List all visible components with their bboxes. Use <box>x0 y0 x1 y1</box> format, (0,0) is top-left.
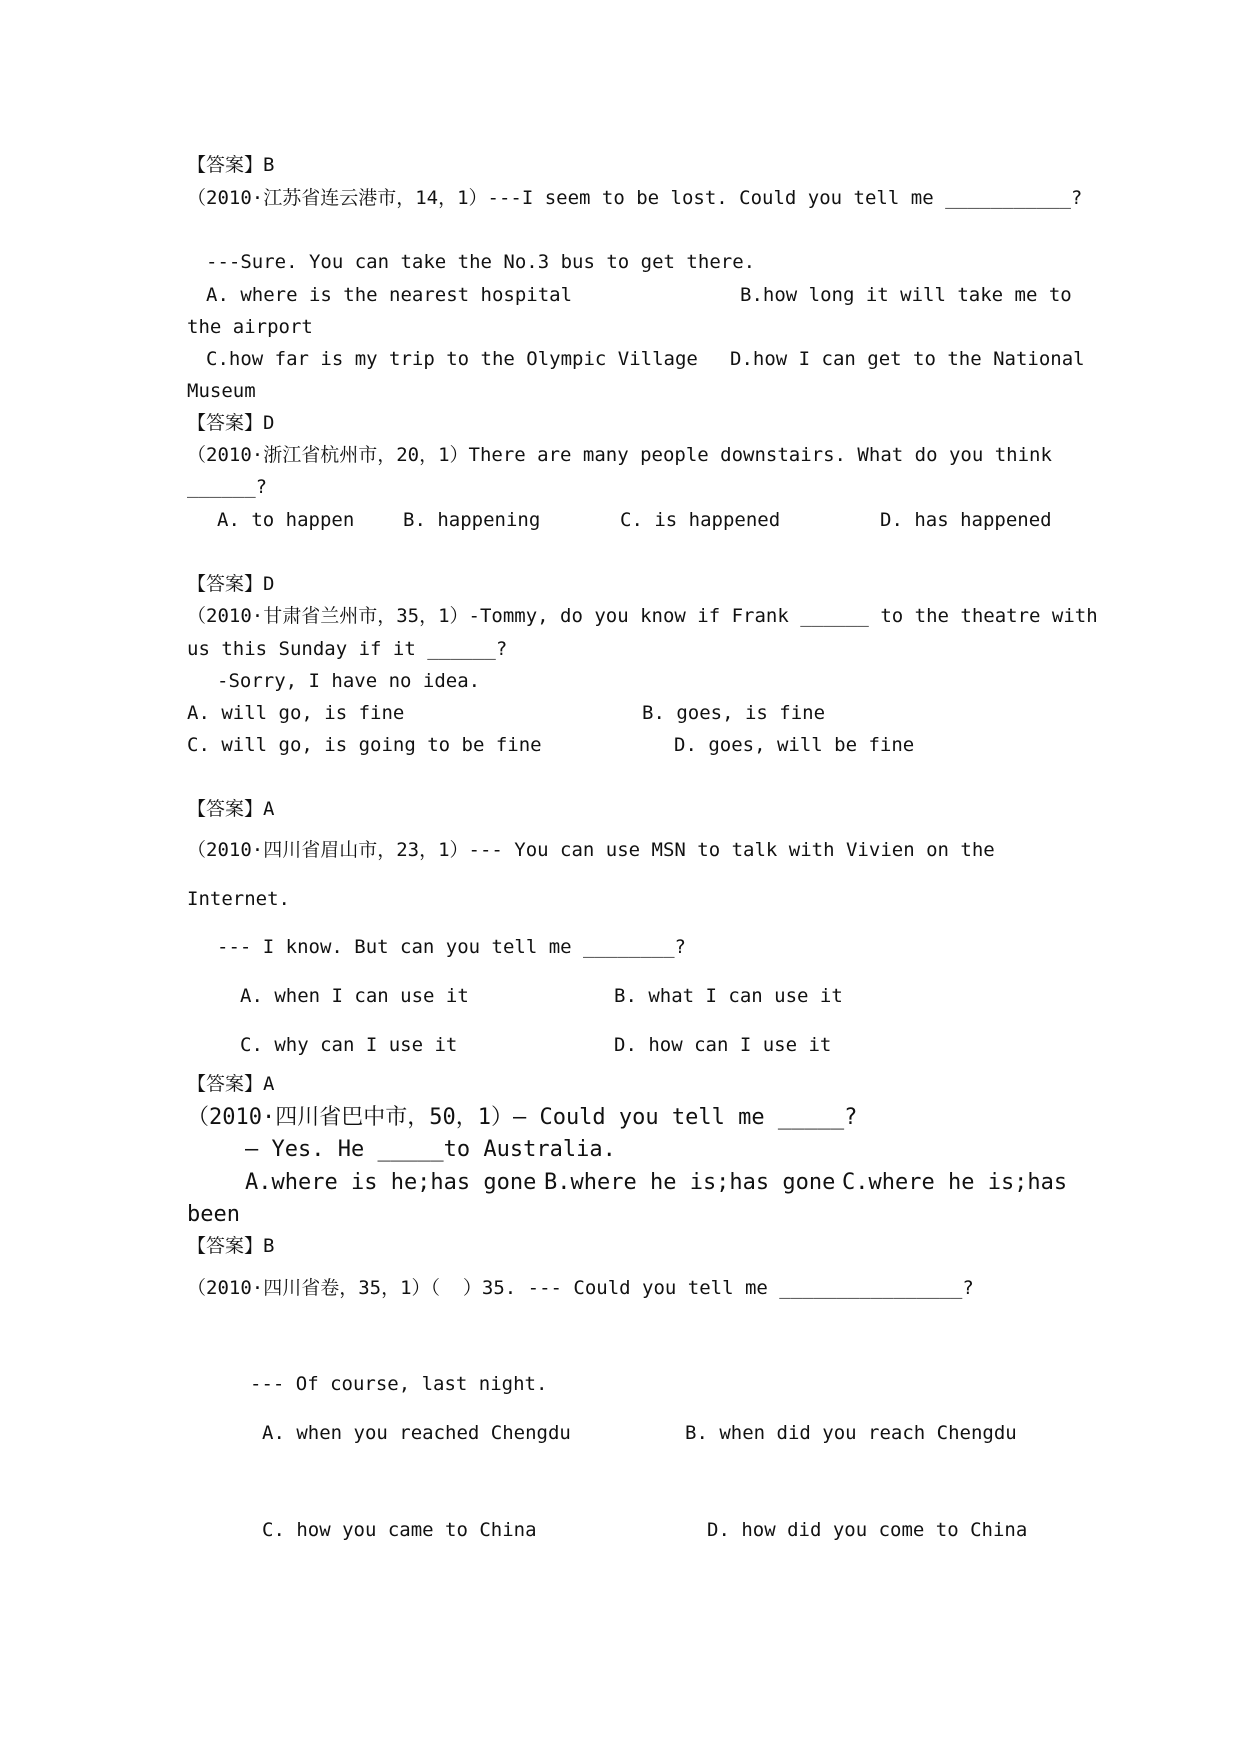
option-d: D.how I can get to the National <box>730 348 1085 370</box>
option-c-continued: been <box>187 1202 240 1227</box>
question-stem: （2010·四川省眉山市，23，1）--- You can use MSN to talk with Vivien on the <box>187 839 995 861</box>
answer-label: 【答案】D <box>187 412 275 434</box>
option-b-continued: the airport <box>187 316 313 338</box>
option-d: D. how can I use it <box>614 1034 832 1056</box>
dialogue-reply: — Yes. He _____to Australia. <box>245 1137 616 1162</box>
option-a: A.where is he;has gone <box>245 1170 537 1195</box>
question-stem: （2010·浙江省杭州市，20，1）There are many people downstairs. What do you think <box>187 444 1052 466</box>
question-stem-continued: ______? <box>187 476 268 498</box>
option-b: B.where he is;has gone <box>544 1170 836 1195</box>
answer-label: 【答案】B <box>187 154 275 176</box>
option-a: A. when I can use it <box>240 985 469 1007</box>
answer-label: 【答案】D <box>187 573 275 595</box>
dialogue-reply: --- I know. But can you tell me ________? <box>217 936 686 958</box>
question-stem: （2010·江苏省连云港市，14，1）---I seem to be lost. Could you tell me ___________? <box>187 187 1083 209</box>
option-a: A. where is the nearest hospital <box>206 284 573 306</box>
option-c: C.how far is my trip to the Olympic Village <box>206 348 698 370</box>
option-c: C.where he is;has <box>842 1170 1068 1195</box>
question-stem: （2010·甘肃省兰州市，35，1）-Tommy, do you know if Frank ______ to the theatre with <box>187 605 1098 627</box>
option-b: B. happening <box>403 509 541 531</box>
question-stem: （2010·四川省巴中市，50，1）— Could you tell me _____? <box>187 1105 858 1130</box>
answer-label: 【答案】B <box>187 1235 275 1257</box>
answer-label: 【答案】A <box>187 1073 275 1095</box>
option-d: D. how did you come to China <box>707 1519 1028 1541</box>
option-c: C. how you came to China <box>262 1519 537 1541</box>
option-c: C. is happened <box>620 509 781 531</box>
option-b: B.how long it will take me to <box>740 284 1072 306</box>
option-d: D. has happened <box>880 509 1052 531</box>
option-d: D. goes, will be fine <box>674 734 915 756</box>
question-stem: （2010·四川省卷，35，1）（ ）35. --- Could you tell me ________________? <box>187 1277 974 1299</box>
option-c: C. will go, is going to be fine <box>187 734 542 756</box>
option-b: B. when did you reach Chengdu <box>685 1422 1017 1444</box>
option-c: C. why can I use it <box>240 1034 458 1056</box>
answer-label: 【答案】A <box>187 798 275 820</box>
option-a: A. when you reached Chengdu <box>262 1422 571 1444</box>
option-a: A. to happen <box>217 509 355 531</box>
dialogue-reply: -Sorry, I have no idea. <box>217 670 481 692</box>
option-d-continued: Museum <box>187 380 256 402</box>
dialogue-reply: ---Sure. You can take the No.3 bus to get there. <box>206 251 756 273</box>
option-a: A. will go, is fine <box>187 702 405 724</box>
question-stem-continued: Internet. <box>187 888 290 910</box>
dialogue-reply: --- Of course, last night. <box>250 1373 548 1395</box>
option-b: B. goes, is fine <box>642 702 826 724</box>
question-stem-continued: us this Sunday if it ______? <box>187 638 508 660</box>
option-b: B. what I can use it <box>614 985 843 1007</box>
